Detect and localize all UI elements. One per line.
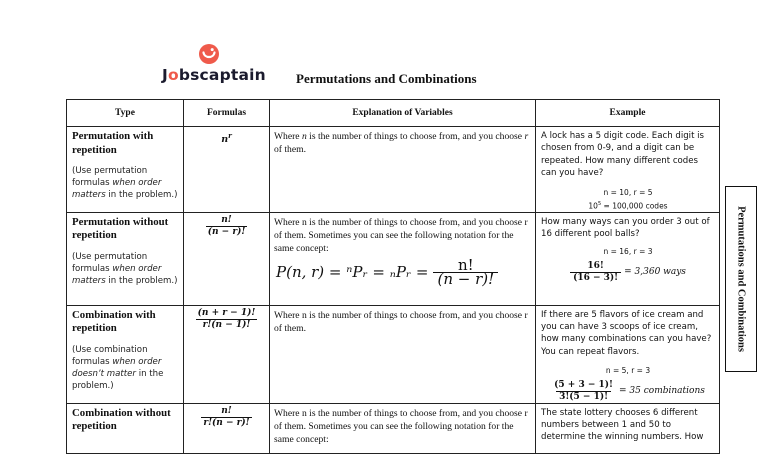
example-cell: [536, 305, 720, 403]
example-params: n = 10, r = 5: [603, 187, 653, 197]
type-title: Combination with repetition: [72, 308, 156, 335]
formula: $n^r$: [221, 130, 232, 145]
type-title: Permutation without repetition: [72, 215, 169, 242]
formula-cell: [184, 212, 270, 305]
explanation-text: Where n is the number of things to choose from, and you choose r of them. Sometimes you can see the following notation for the same concept:: [274, 407, 528, 445]
explanation-cell: [270, 212, 536, 305]
explanation-cell: [270, 403, 536, 453]
type-title: Permutation with repetition: [72, 130, 154, 156]
explanation-text: Where n is the number of things to choose from, and you choose r of them. Sometimes you can see the following notation for the same concept:: [274, 216, 528, 254]
jobscaptain-logo[interactable]: [162, 43, 266, 87]
type-cell: [67, 403, 184, 453]
header-formulas: Formulas: [184, 100, 270, 127]
header-type: Type: [67, 100, 184, 127]
example-text: A lock has a 5 digit code. Each digit is chosen from 0-9, and a digit can be repeated. How many different codes can you have?: [541, 131, 705, 179]
formula: $\frac{n!}{r!(n - r)!}$: [203, 405, 250, 428]
type-title: Combination without repetition: [72, 406, 171, 433]
example-text: The state lottery chooses 6 different numbers between 1 and 50 to determine the winning numbers. How: [541, 407, 704, 443]
example-cell: [536, 403, 720, 453]
logo-wordmark: Jobscaptain: [162, 66, 266, 84]
side-tab-label: Permutations and Combinations: [735, 206, 747, 352]
notation-formula: P(n, r) = ⁿPᵣ = ₙPᵣ = $\frac{n!}{(n - r)!}$: [274, 259, 531, 286]
example-solution: $\frac{16!}{(16 - 3)!}$ = 3,360 ways: [541, 261, 715, 284]
example-params: n = 16, r = 3: [603, 247, 653, 257]
type-cell: [67, 212, 184, 305]
explanation-text: Where n is the number of things to choose from, and you choose r of them.: [274, 309, 528, 334]
formula-table: [66, 99, 720, 454]
formula-cell: [184, 305, 270, 403]
example-cell: [536, 212, 720, 305]
example-result: $10^5 = 100,000$ codes: [588, 201, 668, 211]
explanation-cell: Where n is the number of things to choose from, and you choose r of them.: [270, 127, 536, 213]
formula: $\frac{(n + r - 1)!}{r!(n - 1)!}$: [197, 307, 256, 330]
table-row: [67, 212, 720, 305]
page-title: Permutations and Combinations: [296, 71, 477, 86]
example-solution: $\frac{(5 + 3 - 1)!}{3!(5 - 1)!}$ = 35 combinations: [554, 379, 705, 402]
example-text: How many ways can you order 3 out of 16 different pool balls?: [541, 216, 710, 239]
table-row: [67, 305, 720, 403]
type-cell: [67, 305, 184, 403]
header-explanation: Explanation of Variables: [270, 100, 536, 127]
formula: $\frac{n!}{(n - r)!}$: [207, 214, 246, 237]
example-text: If there are 5 flavors of ice cream and you can have 3 scoops of ice cream, how many combinations can you have? You can repeat flavors.: [541, 309, 712, 357]
formula-cell: [184, 403, 270, 453]
type-note: (Use permutation formulas when order matters in the problem.): [72, 251, 178, 286]
explanation-cell: [270, 305, 536, 403]
header-example: Example: [536, 100, 720, 127]
formula-cell: [184, 127, 270, 213]
type-cell: [67, 127, 184, 213]
table-header-row: [67, 100, 720, 127]
table-row: [67, 403, 720, 453]
brand-mark-icon: [198, 43, 220, 65]
table-row: [67, 127, 720, 213]
example-params: n = 5, r = 3: [605, 366, 651, 376]
side-tab[interactable]: [725, 186, 757, 372]
type-note: (Use combination formulas when order doesn’t matter in the problem.): [72, 344, 164, 391]
example-cell: [536, 127, 720, 213]
type-note: (Use permutation formulas when order matters in the problem.): [72, 166, 178, 200]
